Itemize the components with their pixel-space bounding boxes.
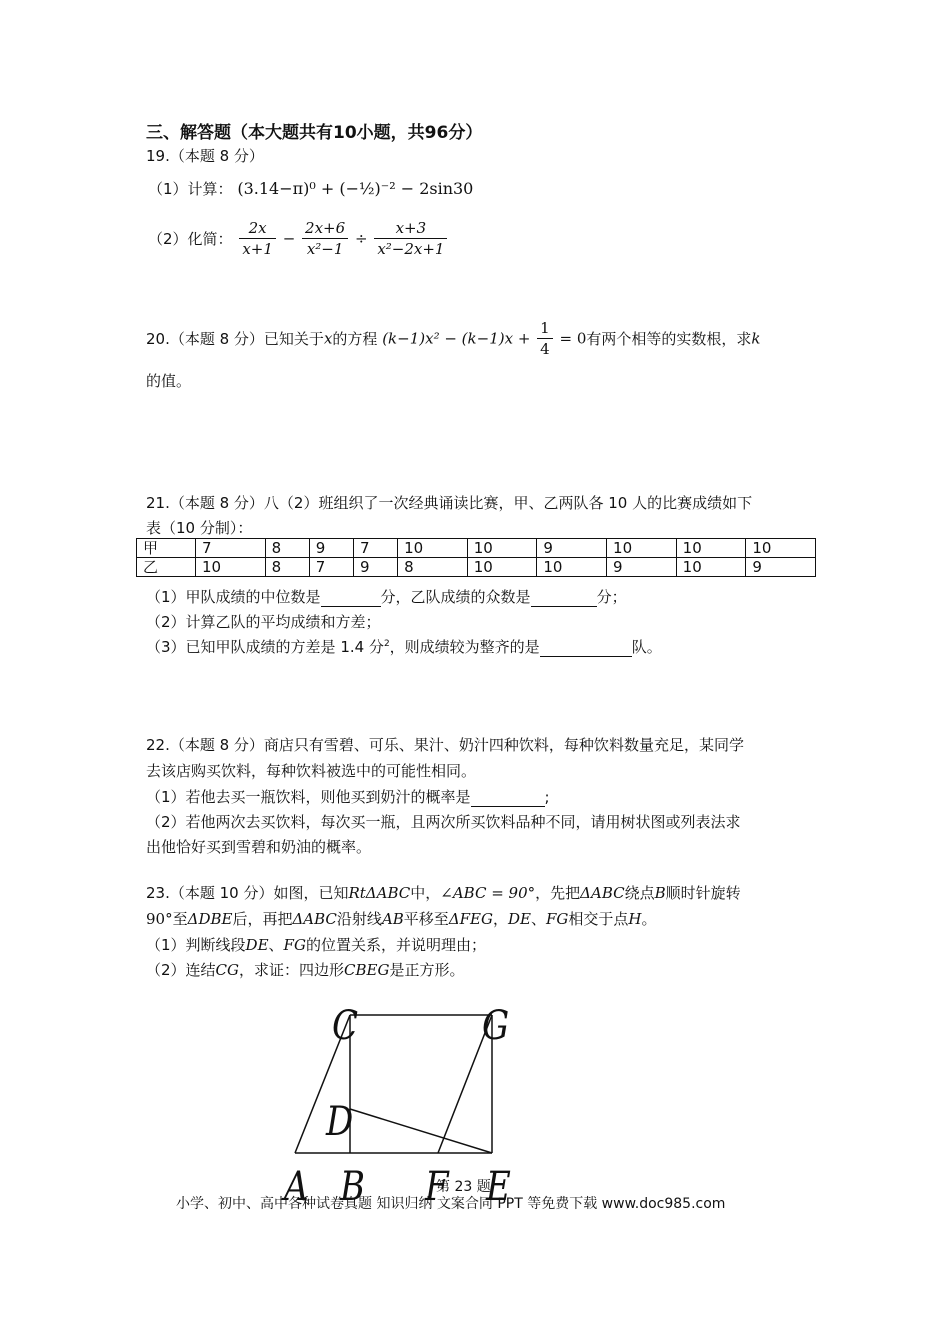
q23-math: CG bbox=[215, 961, 240, 979]
q23-text: 绕点 bbox=[624, 884, 655, 902]
q23-text: ，先把 bbox=[535, 884, 581, 902]
score-cell: 10 bbox=[676, 539, 746, 558]
q22-line1: 22.（本题 8 分）商店只有雪碧、可乐、果汁、奶汁四种饮料，每种饮料数量充足，某同学 bbox=[146, 736, 744, 754]
q21-part1 bbox=[146, 586, 627, 607]
answer-blank[interactable] bbox=[471, 788, 545, 807]
score-cell: 10 bbox=[746, 539, 816, 558]
q19-frac1-numerator: 2x bbox=[239, 218, 276, 239]
q23-text: 中， bbox=[410, 884, 441, 902]
q23-math: CBEG bbox=[344, 961, 390, 979]
q23-math: H bbox=[628, 910, 642, 928]
q21-p1-text-a: （1）甲队成绩的中位数是 bbox=[146, 588, 321, 606]
q20-text-c: 有两个相等的实数根，求 bbox=[586, 330, 752, 348]
q20-var-k: k bbox=[751, 329, 761, 348]
q20-line1 bbox=[146, 318, 761, 359]
q19-fraction-3 bbox=[374, 218, 447, 259]
q23-math: ΔDBE bbox=[187, 910, 233, 928]
q23-text: ，求证：四边形 bbox=[239, 961, 345, 979]
table-row bbox=[137, 539, 816, 558]
q19-frac3-denominator: x²−2x+1 bbox=[377, 240, 445, 258]
q19-part1-label: （1）计算： bbox=[148, 180, 233, 198]
q22-part2-line1: （2）若他两次去买饮料，每次买一瓶，且两次所买饮料品种不同，请用树状图或列表法求 bbox=[146, 813, 741, 831]
answer-blank[interactable] bbox=[321, 588, 381, 607]
figure-caption: 第 23 题 bbox=[436, 1179, 491, 1195]
q23-part1 bbox=[146, 934, 486, 955]
score-cell: 7 bbox=[353, 539, 397, 558]
q20-equation-fraction bbox=[537, 318, 553, 359]
q19-part1-expression: (3.14−π)⁰ + (−½)⁻² − 2sin30 bbox=[237, 179, 474, 198]
q19-frac2-numerator: 2x+6 bbox=[302, 218, 348, 239]
q21-line2: 表（10 分制）： bbox=[146, 519, 253, 537]
q23-text: 后，再把 bbox=[232, 910, 293, 928]
score-cell: 9 bbox=[746, 558, 816, 577]
q20-text-b: 的方程 bbox=[332, 330, 378, 348]
point-label-c: C bbox=[332, 1002, 359, 1049]
q23-math: ΔABC bbox=[292, 910, 337, 928]
point-label-d: D bbox=[326, 1098, 354, 1145]
q19-part1 bbox=[148, 178, 473, 199]
score-cell: 8 bbox=[265, 558, 309, 577]
q23-text: 相交于点 bbox=[568, 910, 629, 928]
q23-text: 的位置关系，并说明理由； bbox=[305, 936, 486, 954]
q19-part2 bbox=[148, 218, 449, 259]
score-cell: 9 bbox=[353, 558, 397, 577]
q20-text-a: 20.（本题 8 分）已知关于 bbox=[146, 330, 324, 348]
q23-text: 。 bbox=[641, 910, 657, 928]
answer-blank[interactable] bbox=[540, 638, 632, 657]
q23-math: FG bbox=[546, 910, 569, 928]
q19-frac1-denominator: x+1 bbox=[242, 240, 273, 258]
q19-minus: − bbox=[282, 229, 296, 248]
score-cell: 10 bbox=[467, 539, 537, 558]
q20-frac-numerator: 1 bbox=[537, 318, 553, 339]
q23-text: 平移至 bbox=[403, 910, 449, 928]
q23-text: ， bbox=[493, 910, 509, 928]
score-cell: 10 bbox=[607, 539, 677, 558]
q23-math: 90° bbox=[146, 910, 173, 928]
score-cell: 7 bbox=[196, 539, 266, 558]
q23-math: B bbox=[654, 884, 666, 902]
q19-divide: ÷ bbox=[354, 229, 368, 248]
team-cell: 甲 bbox=[137, 539, 196, 558]
q22-p1-text-a: （1）若他去买一瓶饮料，则他买到奶汁的概率是 bbox=[146, 788, 471, 806]
segment-de bbox=[350, 1109, 492, 1153]
q23-line2 bbox=[146, 908, 657, 929]
q19-fraction-2 bbox=[302, 218, 348, 259]
q23-text: 23.（本题 10 分）如图，已知 bbox=[146, 884, 349, 902]
q23-text: 、 bbox=[268, 936, 284, 954]
q23-part2 bbox=[146, 959, 464, 980]
q23-text: 沿射线 bbox=[336, 910, 382, 928]
q20-equation-left: (k−1)x² − (k−1)x + bbox=[382, 329, 531, 348]
point-label-f: F bbox=[425, 1163, 449, 1210]
q20-line2: 的值。 bbox=[146, 372, 192, 390]
score-cell: 10 bbox=[467, 558, 537, 577]
q23-text: （2）连结 bbox=[146, 961, 216, 979]
q23-math: ΔABC bbox=[580, 884, 625, 902]
q22-part2-line2: 出他恰好买到雪碧和奶油的概率。 bbox=[146, 838, 372, 856]
q21-p1-text-c: 分； bbox=[596, 588, 627, 606]
q21-p3-text-b: ，则成绩较为整齐的是 bbox=[389, 638, 540, 656]
answer-blank[interactable] bbox=[531, 588, 597, 607]
score-cell: 9 bbox=[607, 558, 677, 577]
q22-part1 bbox=[146, 786, 550, 807]
q21-score-table bbox=[136, 538, 816, 577]
point-label-a: A bbox=[284, 1163, 309, 1210]
q21-p3-text-a: （3）已知甲队成绩的方差是 1.4 分 bbox=[146, 638, 384, 656]
q23-math: RtΔABC bbox=[348, 884, 411, 902]
q23-text: 、 bbox=[531, 910, 547, 928]
page-footer: 小学、初中、高中各种试卷真题 知识归纳 文案合同 PPT 等免费下载 www.doc985.com bbox=[176, 1196, 726, 1212]
q21-p3-superscript: 2 bbox=[383, 639, 390, 649]
q22-line2: 去该店购买饮料，每种饮料被选中的可能性相同。 bbox=[146, 762, 477, 780]
q21-p3-text-c: 队。 bbox=[631, 638, 662, 656]
q19-fraction-1 bbox=[239, 218, 276, 259]
section-title: 三、解答题（本大题共有10小题，共96分） bbox=[146, 123, 483, 143]
q20-var-x: x bbox=[323, 329, 333, 348]
q23-text: 顺时针旋转 bbox=[665, 884, 741, 902]
q20-frac-denominator: 4 bbox=[540, 340, 550, 358]
q22-p1-text-b: ; bbox=[544, 788, 550, 806]
q23-line1 bbox=[146, 882, 741, 903]
q21-line1: 21.（本题 8 分）八（2）班组织了一次经典诵读比赛，甲、乙两队各 10 人的比赛成绩如下 bbox=[146, 494, 753, 512]
score-cell: 10 bbox=[537, 558, 607, 577]
score-cell: 9 bbox=[537, 539, 607, 558]
q19-heading: 19.（本题 8 分） bbox=[146, 147, 264, 165]
team-cell: 乙 bbox=[137, 558, 196, 577]
q21-part2: （2）计算乙队的平均成绩和方差； bbox=[146, 613, 381, 631]
q21-part3 bbox=[146, 636, 662, 657]
score-cell: 10 bbox=[398, 539, 468, 558]
q20-equation-right: = 0 bbox=[559, 329, 587, 348]
q23-math: DE bbox=[508, 910, 531, 928]
q23-math: AB bbox=[381, 910, 404, 928]
score-cell: 10 bbox=[676, 558, 746, 577]
q19-frac2-denominator: x²−1 bbox=[306, 240, 344, 258]
point-label-e: E bbox=[486, 1163, 511, 1210]
q23-math: DE bbox=[245, 936, 269, 954]
score-cell: 8 bbox=[265, 539, 309, 558]
score-cell: 7 bbox=[309, 558, 353, 577]
point-label-g: G bbox=[482, 1002, 510, 1049]
q23-text: （1）判断线段 bbox=[146, 936, 246, 954]
q23-text: 是正方形。 bbox=[389, 961, 465, 979]
score-cell: 8 bbox=[398, 558, 468, 577]
score-cell: 10 bbox=[196, 558, 266, 577]
geometry-figure bbox=[270, 995, 540, 1210]
point-label-b: B bbox=[340, 1163, 365, 1210]
q23-math: ∠ABC = 90° bbox=[440, 884, 536, 902]
q23-math: ΔFEG bbox=[448, 910, 493, 928]
q21-p1-text-b: 分，乙队成绩的众数是 bbox=[380, 588, 531, 606]
q19-part2-label: （2）化简： bbox=[148, 230, 233, 248]
table-row bbox=[137, 558, 816, 577]
q19-frac3-numerator: x+3 bbox=[374, 218, 447, 239]
q23-math: FG bbox=[283, 936, 306, 954]
score-cell: 9 bbox=[309, 539, 353, 558]
q23-text: 至 bbox=[172, 910, 188, 928]
